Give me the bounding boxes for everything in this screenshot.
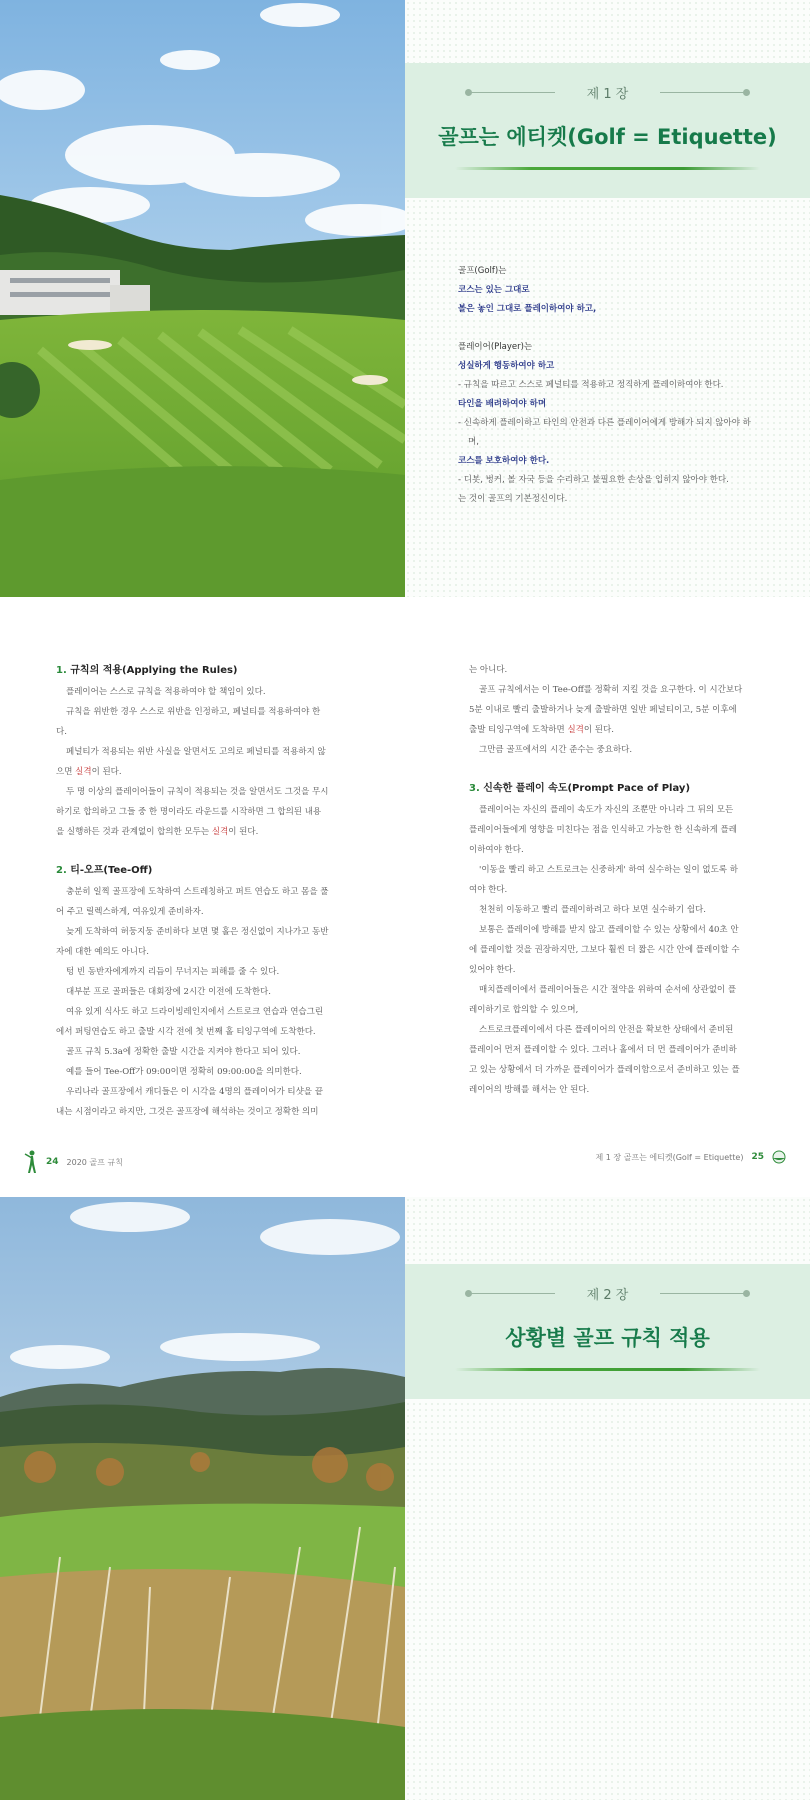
- paragraph: 규칙을 위반한 경우 스스로 위반을 인정하고, 페널티를 적용하여야 한: [66, 707, 321, 717]
- emphasis-word: 실격: [567, 725, 584, 735]
- title-underline: [455, 1368, 760, 1371]
- intro-line: 코스를 보호하여야 한다.: [458, 456, 550, 466]
- chapter-2-title: 상황별 골프 규칙 적용: [505, 1326, 710, 1350]
- paragraph: [56, 822, 353, 842]
- page-number-left: 24: [46, 1157, 59, 1167]
- section-3-title: 신속한 플레이 속도(Prompt Pace of Play): [479, 783, 691, 794]
- paragraph: 보통은 플레이에 방해를 받지 않고 플레이할 수 있는 상황에서 40초 안: [479, 925, 739, 935]
- paragraph: 어 주고 릴렉스하게, 여유있게 준비하자.: [56, 907, 204, 917]
- section-1-heading: [56, 660, 353, 682]
- paragraph: 그만큼 골프에서의 시간 준수는 중요하다.: [479, 745, 633, 755]
- spacer: [469, 760, 766, 778]
- chapter-1-label: 제 1 장: [586, 87, 629, 102]
- paragraph: 스트로크플레이에서 다른 플레이어의 안전을 확보한 상태에서 준비된: [479, 1025, 734, 1035]
- paragraph: 대부분 프로 골퍼들은 대회장에 2시간 이전에 도착한다.: [66, 987, 271, 997]
- text-run: 출발 티잉구역에 도착하면: [469, 725, 568, 735]
- paragraph: 내는 시점이라고 하지만, 그것은 골프장에 해석하는 것이고 정확한 의미: [56, 1107, 319, 1117]
- footer-left: [24, 1150, 123, 1174]
- chapter-2-label: 제 2 장: [586, 1288, 629, 1303]
- paragraph: 레이어의 방해를 해서는 안 된다.: [469, 1085, 590, 1095]
- text-run: 이 된다.: [228, 827, 259, 837]
- paragraph: 페널티가 적용되는 위반 사실을 알면서도 고의로 페널티를 적용하지 않: [66, 747, 326, 757]
- chapter-2-title-box: [405, 1264, 810, 1399]
- golf-ball-icon: [772, 1150, 786, 1164]
- paragraph: 레이하기로 합의할 수 있으며,: [469, 1005, 579, 1015]
- paragraph: 골프 규칙에서는 이 Tee-Off를 정확히 지킬 것을 요구한다. 이 시간보다: [479, 685, 743, 695]
- intro-line: - 디봇, 벙커, 볼 자국 등을 수리하고 불필요한 손상을 입히지 않아야 한다.: [458, 475, 729, 485]
- intro-line: 는 것이 골프의 기본정신이다.: [458, 494, 568, 504]
- paragraph: 플레이어 먼저 플레이할 수 있다. 그러나 홀에서 더 먼 플레이어가 준비하: [469, 1045, 737, 1055]
- spacer: [56, 842, 353, 860]
- intro-line: - 규칙을 따르고 스스로 페널티를 적용하고 정직하게 플레이하여야 한다.: [458, 380, 724, 390]
- section-1-number: 1.: [56, 665, 67, 676]
- paragraph: 고 있는 상황에서 더 가까운 플레이어가 플레이함으로서 준비하고 있는 플: [469, 1065, 740, 1075]
- intro-line: 며,: [468, 437, 479, 447]
- emphasis-word: 실격: [211, 827, 229, 837]
- paragraph: 자에 대한 예의도 아니다.: [56, 947, 149, 957]
- golfer-icon: [24, 1150, 38, 1174]
- footer-book-title: 2020 골프 규칙: [66, 1157, 123, 1167]
- paragraph: 5분 이내로 빨리 출발하거나 늦게 출발하면 일반 페널티이고, 5분 이후에: [469, 705, 737, 715]
- paragraph: [469, 720, 766, 740]
- paragraph: 천천히 이동하고 빨리 플레이하려고 하다 보면 실수하기 쉽다.: [479, 905, 706, 915]
- page-24-text: [56, 660, 353, 1122]
- spacer: [458, 319, 788, 338]
- paragraph: 있어야 한다.: [469, 965, 516, 975]
- paragraph: 여유 있게 식사도 하고 드라이빙레인지에서 스트로크 연습과 연습그린: [66, 1007, 324, 1017]
- paragraph: 플레이어들에게 영향을 미친다는 점을 인식하고 가능한 한 신속하게 플레: [469, 825, 737, 835]
- paragraph: 다.: [56, 727, 67, 737]
- section-3-number: 3.: [469, 783, 480, 794]
- title-underline: [455, 167, 760, 170]
- golf-course-photo-top: [0, 0, 405, 597]
- paragraph: 플레이어는 자신의 플레이 속도가 자신의 조뿐만 아니라 그 뒤의 모든: [479, 805, 734, 815]
- paragraph: 텅 빈 동반자에게까지 리듬이 무너지는 피해를 줄 수 있다.: [66, 967, 280, 977]
- chapter-1-title-box: [405, 63, 810, 198]
- text-run: 을 실행하든 것과 관계없이 합의한 모두는: [56, 827, 212, 837]
- intro-line: - 신속하게 플레이하고 타인의 안전과 다른 플레이어에게 방해가 되지 않아야 하: [458, 418, 751, 428]
- paragraph: 골프 규칙 5.3a에 정확한 출발 시간을 지켜야 한다고 되어 있다.: [66, 1047, 301, 1057]
- paragraph: 는 아니다.: [469, 665, 508, 675]
- paragraph: 여야 한다.: [469, 885, 508, 895]
- paragraph: 매치플레이에서 플레이어들은 시간 절약을 위하여 순서에 상관없이 플: [479, 985, 737, 995]
- paragraph: 에 플레이할 것을 권장하지만, 그보다 훨씬 더 짧은 시간 안에 플레이할 수: [469, 945, 740, 955]
- section-1-title: 규칙의 적용(Applying the Rules): [66, 665, 238, 676]
- paragraph: 에서 퍼팅연습도 하고 출발 시각 전에 첫 번째 홀 티잉구역에 도착한다.: [56, 1027, 316, 1037]
- text-run: 이 된다.: [583, 725, 614, 735]
- paragraph: 이하여야 한다.: [469, 845, 524, 855]
- footer-chapter-title: 제 1 장 골프는 에티켓(Golf = Etiquette): [595, 1152, 744, 1162]
- paragraph: 하기로 합의하고 그들 중 한 명이라도 라운드를 시작하면 그 합의된 내용: [56, 807, 322, 817]
- paragraph: 두 명 이상의 플레이어들이 규칙이 적용되는 것을 알면서도 그것을 무시: [66, 787, 329, 797]
- intro-line: 타인을 배려하여야 하며: [458, 399, 547, 409]
- intro-line: 골프(Golf)는: [458, 266, 507, 276]
- section-2-title: 티-오프(Tee-Off): [66, 865, 153, 876]
- paragraph: 예를 들어 Tee-Off가 09:00이면 정확히 09:00:00을 의미한다.: [66, 1067, 302, 1077]
- page-25-text: [469, 660, 766, 1100]
- paragraph: '이동을 빨리 하고 스트로크는 신중하게' 하여 실수하는 일이 없도록 하: [479, 865, 738, 875]
- golf-course-photo-bottom: [0, 1197, 405, 1800]
- paragraph: [56, 762, 353, 782]
- chapter-2-panel: [405, 1197, 810, 1800]
- section-2-body: [56, 882, 353, 1122]
- footer-right: [596, 1150, 786, 1164]
- text-run: 이 된다.: [91, 767, 122, 777]
- paragraph: 충분히 일찍 골프장에 도착하여 스트레칭하고 퍼트 연습도 하고 몸을 풀: [66, 887, 329, 897]
- section-2-heading: [56, 860, 353, 882]
- page-number-right: 25: [751, 1152, 764, 1162]
- paragraph: 우리나라 골프장에서 캐디들은 이 시각을 4명의 플레이어가 티샷을 끝: [66, 1087, 323, 1097]
- intro-line: 성실하게 행동하여야 하고: [458, 361, 555, 371]
- paragraph: 늦게 도착하여 허둥지둥 준비하다 보면 몇 홀은 정신없이 지나가고 동반: [66, 927, 329, 937]
- paragraph: 플레이어는 스스로 규칙을 적용하여야 할 책임이 있다.: [66, 687, 266, 697]
- chapter-1-title: 골프는 에티켓(Golf = Etiquette): [438, 125, 777, 149]
- section-3-heading: [469, 778, 766, 800]
- section-2-number: 2.: [56, 865, 67, 876]
- emphasis-word: 실격: [75, 767, 92, 777]
- golf-spirit-intro: [458, 262, 788, 509]
- chapter-1-panel: [405, 0, 810, 597]
- intro-line: 볼은 놓인 그대로 플레이하여야 하고,: [458, 304, 597, 314]
- text-run: 으면: [56, 767, 76, 777]
- intro-line: 플레이어(Player)는: [458, 342, 533, 352]
- intro-line: 코스는 있는 그대로: [458, 285, 530, 295]
- section-3-body: [469, 800, 766, 1100]
